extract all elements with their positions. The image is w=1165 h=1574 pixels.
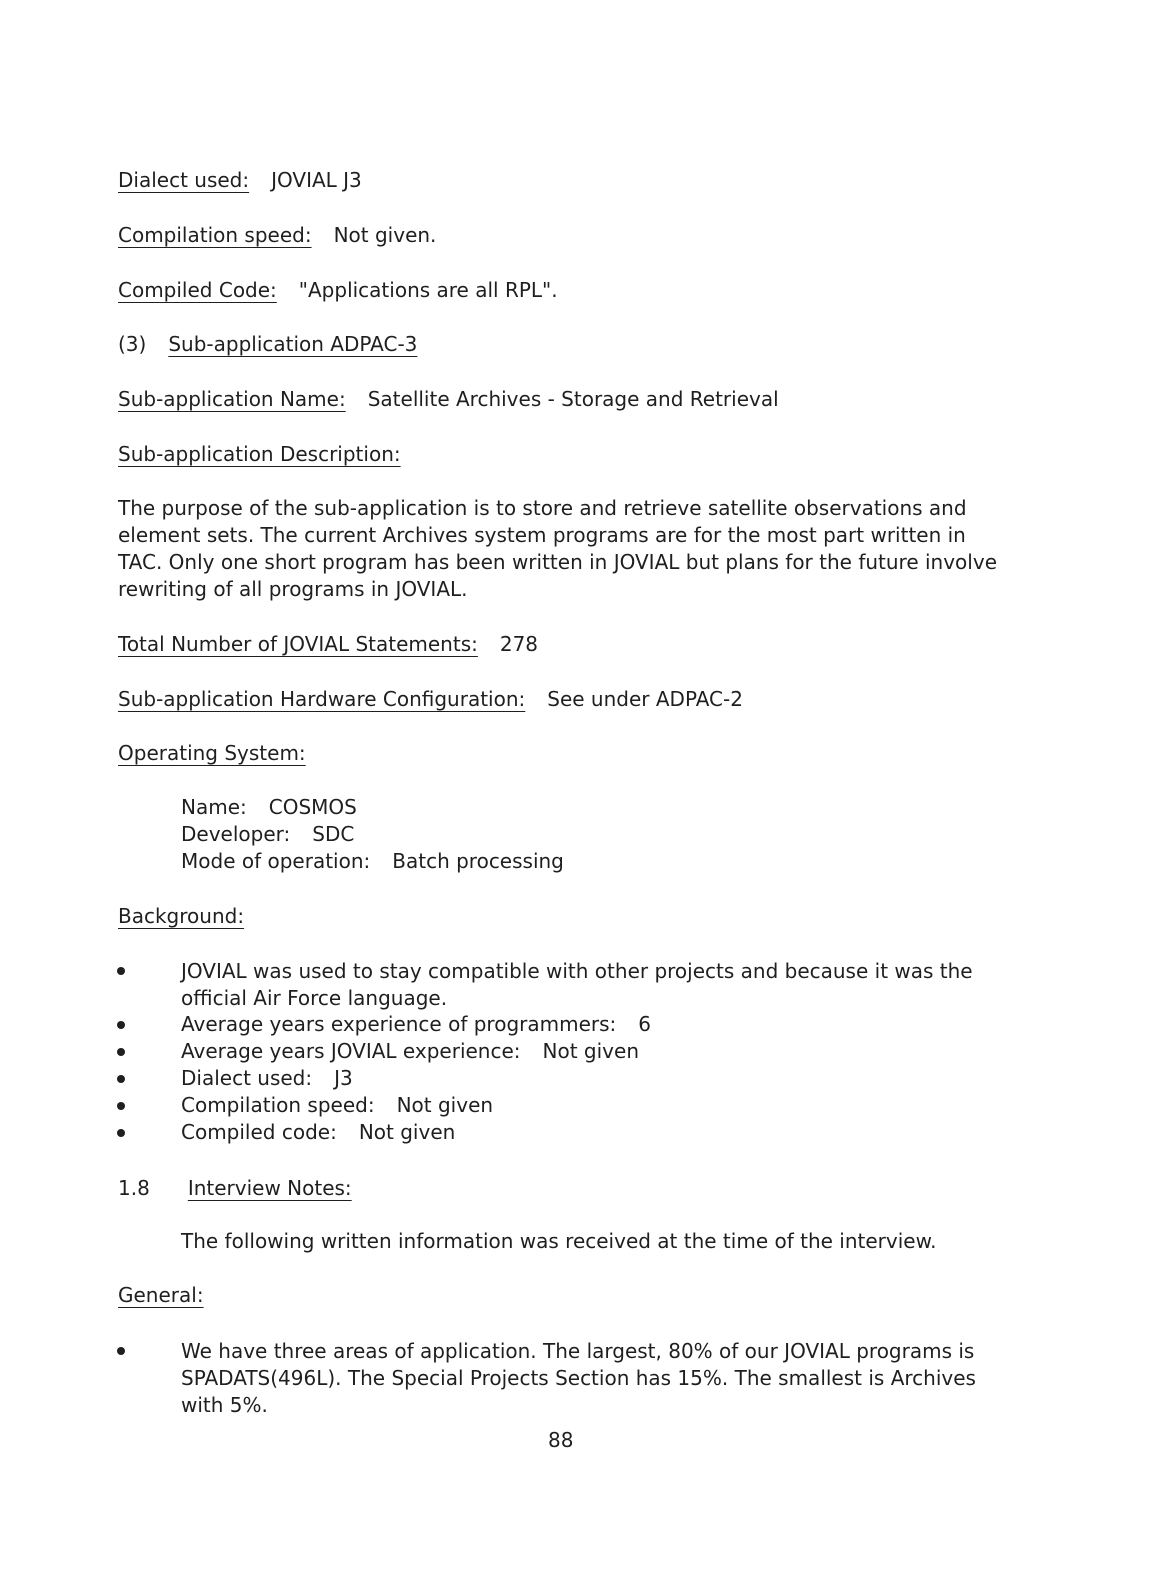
background-item-6-value: Not given bbox=[358, 1120, 456, 1144]
compiled-code-label: Compiled Code: bbox=[118, 278, 277, 302]
sub-app-number: (3) bbox=[118, 332, 147, 356]
operating-system-label: Operating System: bbox=[118, 741, 306, 765]
background-item-5 bbox=[181, 1095, 493, 1115]
bullet-dot bbox=[117, 1129, 125, 1137]
interview-notes-text: The following written information was received at the time of the interview. bbox=[181, 1229, 937, 1253]
sub-app-description-heading bbox=[118, 444, 401, 464]
compilation-speed-line bbox=[118, 225, 436, 245]
compilation-speed-label: Compilation speed: bbox=[118, 223, 312, 247]
background-item-4 bbox=[181, 1068, 353, 1088]
bullet-dot bbox=[117, 1075, 125, 1083]
sub-app-heading bbox=[118, 334, 417, 354]
sub-app-name-label: Sub-application Name: bbox=[118, 387, 346, 411]
sub-app-description-text: The purpose of the sub-application is to store and retrieve satellite observations and element sets. The current Archives system programs are for the most part written in TAC. Only one short program has been written in JOVIAL but plans for the future involve rewriting of all programs in JOVIAL. bbox=[118, 496, 997, 601]
background-item-1: JOVIAL was used to stay compatible with other projects and because it was the official Air Force language. bbox=[181, 959, 973, 1010]
background-item-5-label: Compilation speed: bbox=[181, 1093, 375, 1117]
os-name-value: COSMOS bbox=[268, 795, 357, 819]
general-heading bbox=[118, 1285, 204, 1305]
os-mode-label: Mode of operation: bbox=[181, 849, 371, 873]
os-developer-line bbox=[181, 824, 354, 844]
dialect-label: Dialect used: bbox=[118, 168, 250, 192]
bullet-dot bbox=[117, 1048, 125, 1056]
compiled-code-value: "Applications are all RPL". bbox=[298, 278, 558, 302]
sub-app-name-line bbox=[118, 389, 779, 409]
bullet-dot bbox=[117, 1347, 125, 1355]
dialect-line bbox=[118, 170, 362, 190]
interview-notes-heading bbox=[118, 1178, 352, 1198]
os-mode-value: Batch processing bbox=[392, 849, 564, 873]
background-item-6 bbox=[181, 1122, 455, 1142]
bullet-dot bbox=[117, 1102, 125, 1110]
background-item-5-value: Not given bbox=[396, 1093, 494, 1117]
sub-app-title: Sub-application ADPAC-3 bbox=[168, 332, 418, 356]
background-item-6-label: Compiled code: bbox=[181, 1120, 337, 1144]
background-label: Background: bbox=[118, 904, 245, 928]
general-item-1: We have three areas of application. The largest, 80% of our JOVIAL programs is SPADATS(496L). The Special Projects Section has 15%. The smallest is Archives with 5%. bbox=[181, 1339, 976, 1417]
sub-app-name-value: Satellite Archives - Storage and Retrieval bbox=[367, 387, 779, 411]
hardware-config-line bbox=[118, 689, 743, 709]
total-statements-value: 278 bbox=[499, 632, 539, 656]
os-mode-line bbox=[181, 851, 564, 871]
os-name-line bbox=[181, 797, 357, 817]
interview-notes-number: 1.8 bbox=[118, 1176, 150, 1200]
os-developer-value: SDC bbox=[312, 822, 355, 846]
sub-app-description-label: Sub-application Description: bbox=[118, 442, 401, 466]
general-label: General: bbox=[118, 1283, 204, 1307]
background-heading bbox=[118, 906, 244, 926]
background-item-4-label: Dialect used: bbox=[181, 1066, 313, 1090]
background-item-4-value: J3 bbox=[334, 1066, 353, 1090]
bullet-dot bbox=[117, 967, 125, 975]
os-name-label: Name: bbox=[181, 795, 247, 819]
dialect-value: JOVIAL J3 bbox=[271, 168, 362, 192]
background-item-2-value: 6 bbox=[638, 1012, 651, 1036]
hardware-config-label: Sub-application Hardware Configuration: bbox=[118, 687, 526, 711]
background-item-2 bbox=[181, 1014, 651, 1034]
page-number: 88 bbox=[548, 1428, 574, 1452]
compiled-code-line bbox=[118, 280, 558, 300]
total-statements-line bbox=[118, 634, 538, 654]
total-statements-label: Total Number of JOVIAL Statements: bbox=[118, 632, 478, 656]
background-item-3-label: Average years JOVIAL experience: bbox=[181, 1039, 521, 1063]
interview-notes-title: Interview Notes: bbox=[187, 1176, 352, 1200]
bullet-dot bbox=[117, 1021, 125, 1029]
background-item-2-label: Average years experience of programmers: bbox=[181, 1012, 617, 1036]
background-item-3 bbox=[181, 1041, 639, 1061]
os-developer-label: Developer: bbox=[181, 822, 291, 846]
operating-system-heading bbox=[118, 743, 306, 763]
hardware-config-value: See under ADPAC-2 bbox=[547, 687, 743, 711]
background-item-3-value: Not given bbox=[542, 1039, 639, 1063]
compilation-speed-value: Not given. bbox=[333, 223, 437, 247]
